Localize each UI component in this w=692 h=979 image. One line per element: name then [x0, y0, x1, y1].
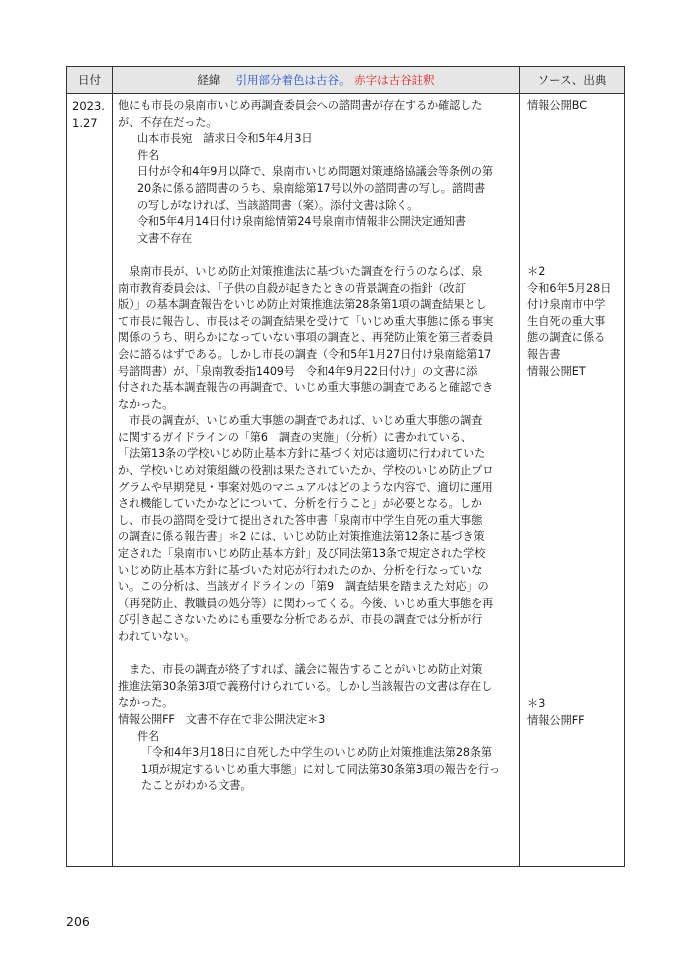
source-3	[527, 696, 619, 729]
header-main-title: 経緯	[197, 73, 221, 87]
source-1	[527, 98, 619, 115]
source-line: 態の調査に係る	[527, 331, 606, 345]
text-line: 会に諮るはずである。しかし市長の調査（令和5年1月27日付け泉南総第17	[118, 347, 492, 361]
text-line: 版）」の基本調査報告をいじめ防止対策推進法第28条第1項の調査結果とし	[118, 298, 487, 312]
source-line: 情報公開BC	[527, 99, 588, 112]
text-line: 南市教育委員会は、「子供の自殺が起きたときの背景調査の指針（改訂	[118, 281, 466, 295]
text-line: 関係のうち、明らかになっていない事項の調査と、再発防止策を第三者委員	[118, 331, 494, 345]
source-line: 情報公開FF	[527, 713, 585, 727]
text-line: 情報公開FF 文書不存在で非公開決定＊3	[118, 712, 326, 726]
request-line: 20条に係る諮問書のうち、泉南総第17号以外の諮問書の写し。諮問書	[137, 181, 485, 195]
subject-line: たことがわかる文書。	[141, 779, 252, 793]
text-line: 「法第13条の学校いじめ防止基本方針に基づく対応は適切に行われていた	[118, 447, 486, 461]
request-line: 山本市長宛 請求日令和5年4月3日	[137, 132, 313, 146]
date-line: 1.27	[72, 115, 98, 130]
table-header	[67, 67, 624, 94]
text-line: 定された「泉南市いじめ防止基本方針」及び同法第13条で規定された学校	[118, 547, 486, 561]
text-line: また、市長の調査が終了すれば、議会に報告することがいじめ防止対策	[118, 663, 483, 677]
text-line: 号諮問書）が、「泉南教委指1409号 令和4年9月22日付け」の文書に添	[118, 364, 478, 378]
source-2	[527, 264, 619, 380]
text-line: 他にも市長の泉南市いじめ再調査委員会への諮問書が存在するか確認した	[118, 99, 483, 112]
header-source: ソース、出典	[537, 73, 607, 87]
text-line: なかった。	[118, 397, 174, 411]
request-line: の写しがなければ、当該諮問書（案）。添付文書は除く。	[137, 198, 419, 212]
date-cell	[72, 98, 105, 131]
column-divider	[112, 67, 113, 866]
text-line: び引き起こさないためにも重要な分析であるが、市長の調査では分析が行	[118, 613, 483, 627]
text-line: 推進法第30条第3項で義務付けられている。しかし当該報告の文書は存在し	[118, 679, 493, 693]
main-content	[118, 98, 516, 795]
subject-line: 1項が規定するいじめ重大事態」に対して同法第30条第3項の報告を行っ	[141, 762, 500, 776]
source-line: 付け泉南市中学	[527, 298, 606, 312]
text-line: 付された基本調査報告の再調査で、いじめ重大事態の調査であると確認でき	[118, 381, 494, 395]
source-line: 令和6年5月28日	[527, 281, 612, 295]
text-line: 泉南市長が、いじめ防止対策推進法に基づいた調査を行うのならば、泉	[118, 264, 483, 278]
text-line: が、不存在だった。	[118, 115, 218, 129]
text-line: い。この分析は、当該ガイドラインの「第9 調査結果を踏まえた対応」の	[118, 580, 489, 594]
column-divider	[519, 67, 520, 866]
text-line: され機能していたかなどについて、分析を行うこと」が必要となる。しか	[118, 497, 482, 511]
source-line: 生自死の重大事	[527, 314, 606, 328]
text-line: て市長に報告し、市長はその調査結果を受けて「いじめ重大事態に係る事実	[118, 314, 494, 328]
page-number: 206	[66, 914, 90, 929]
text-line: グラムや早期発見・事案対処のマニュアルはどのような内容で、適切に運用	[118, 480, 493, 494]
source-line: 情報公開ET	[527, 364, 586, 378]
subject-line: 「令和4年3月18日に自死した中学生のいじめ防止対策推進法第28条第	[141, 746, 492, 760]
text-line: し、市長の諮問を受けて提出された答申書「泉南市中学生自死の重大事態	[118, 513, 483, 527]
header-note-blue: 引用部分着色は古谷。	[235, 73, 351, 87]
text-line: （再発防止、教職員の処分等）に関わってくる。今後、いじめ重大事態を再	[118, 596, 494, 610]
source-line: 報告書	[527, 347, 561, 361]
text-line: か、学校いじめ対策組織の役割は果たされていたか、学校のいじめ防止プロ	[118, 464, 494, 478]
date-line: 2023.	[72, 99, 105, 113]
request-line: 件名	[137, 148, 160, 162]
request-line: 令和5年4月14日付け泉南総情第24号泉南市情報非公開決定通知書	[137, 215, 466, 229]
text-line: われていない。	[118, 630, 196, 643]
header-main	[113, 67, 519, 93]
subject-label: 件名	[137, 729, 160, 743]
chronology-table	[66, 66, 625, 867]
source-line: ＊3	[527, 697, 546, 710]
request-line: 日付が令和4年9月以降で、泉南市いじめ問題対策連絡協議会等条例の第	[137, 165, 493, 179]
header-date: 日付	[78, 73, 101, 87]
text-line: いじめ防止基本方針に基づいた対応が行われたのか、分析を行なっていな	[118, 563, 483, 577]
source-line: ＊2	[527, 265, 546, 278]
request-line: 文書不存在	[137, 231, 193, 245]
text-line: 市長の調査が、いじめ重大事態の調査であれば、いじめ重大事態の調査	[118, 414, 483, 428]
text-line: なかった。	[118, 696, 174, 710]
text-line: に関するガイドラインの「第6 調査の実施」（分析）に書かれている、	[118, 430, 472, 444]
header-note-red: 赤字は古谷註釈	[354, 73, 435, 87]
text-line: の調査に係る報告書」＊2 には、いじめ防止対策推進法第12条に基づき策	[118, 530, 485, 544]
